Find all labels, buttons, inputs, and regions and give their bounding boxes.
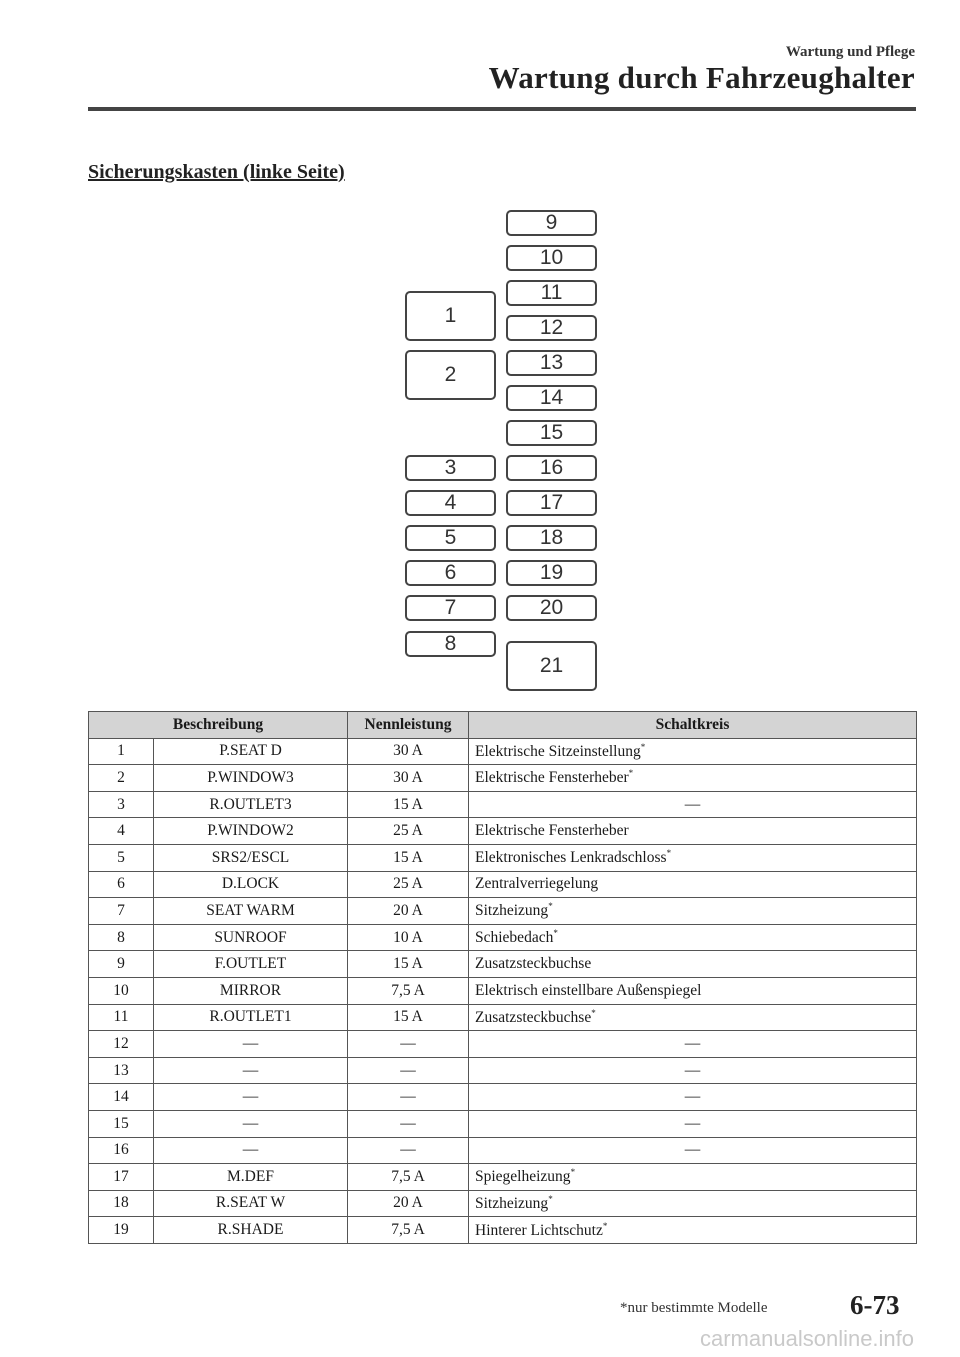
circuit-text: Elektrische Fensterheber [475, 769, 629, 787]
table-row [89, 1084, 917, 1111]
fuse-number-cell: 6 [89, 871, 154, 898]
rating-cell: — [348, 1110, 469, 1137]
watermark: carmanualsonline.info [700, 1326, 915, 1351]
fuse-7: 7 [405, 595, 496, 621]
footnote-marker: * [553, 928, 558, 939]
circuit-cell [469, 924, 917, 951]
circuit-text: Elektrisch einstellbare Außenspiegel [475, 981, 702, 999]
fuse-11: 11 [506, 280, 597, 306]
description-cell: D.LOCK [154, 871, 348, 898]
fuse-2: 2 [405, 350, 496, 400]
rating-cell: 15 A [348, 1004, 469, 1031]
table-row [89, 1137, 917, 1164]
table-body [89, 738, 917, 1243]
fuse-table [88, 711, 917, 1244]
fuse-number-cell: 15 [89, 1110, 154, 1137]
circuit-text: Hinterer Lichtschutz [475, 1221, 603, 1239]
fuse-18: 18 [506, 525, 597, 551]
circuit-cell [469, 1190, 917, 1217]
table-row [89, 1004, 917, 1031]
circuit-cell [469, 871, 917, 898]
footnote-marker: * [640, 741, 646, 752]
footnote: *nur bestimmte Modelle [620, 1300, 768, 1316]
circuit-cell [469, 951, 917, 978]
circuit-text: Sitzheizung [475, 1194, 549, 1212]
rating-cell: — [348, 1137, 469, 1164]
column-header-rating: Nennleistung [348, 712, 469, 739]
circuit-cell [469, 1137, 917, 1164]
header-divider [88, 107, 916, 111]
circuit-text: — [684, 1141, 701, 1159]
description-cell: SUNROOF [154, 924, 348, 951]
rating-cell: 30 A [348, 765, 469, 792]
footnote-marker: * [591, 1007, 596, 1018]
column-header-description: Beschreibung [89, 712, 348, 739]
table-row [89, 738, 917, 765]
rating-cell: 10 A [348, 924, 469, 951]
circuit-cell [469, 844, 917, 871]
fuse-number-cell: 8 [89, 924, 154, 951]
rating-cell: — [348, 1057, 469, 1084]
rating-cell: 7,5 A [348, 1217, 469, 1244]
table-header-row [89, 712, 917, 739]
description-cell: — [154, 1057, 348, 1084]
table-row [89, 1031, 917, 1058]
description-cell: P.WINDOW2 [154, 818, 348, 845]
rating-cell: 20 A [348, 898, 469, 925]
description-cell: P.WINDOW3 [154, 765, 348, 792]
description-cell: — [154, 1084, 348, 1111]
page-title: Wartung durch Fahrzeughalter [488, 60, 915, 95]
circuit-text: — [684, 795, 701, 813]
table-row [89, 765, 917, 792]
fuse-4: 4 [405, 490, 496, 516]
fuse-number-cell: 7 [89, 898, 154, 925]
table-row [89, 977, 917, 1004]
footnote-marker: * [666, 848, 672, 859]
circuit-cell [469, 1004, 917, 1031]
circuit-text: — [684, 1034, 701, 1052]
circuit-text: — [684, 1088, 701, 1106]
fuse-20: 20 [506, 595, 597, 621]
circuit-cell [469, 1110, 917, 1137]
fuse-21: 21 [506, 641, 597, 691]
fuse-16: 16 [506, 455, 597, 481]
rating-cell: 20 A [348, 1190, 469, 1217]
fuse-19: 19 [506, 560, 597, 586]
fuse-9: 9 [506, 210, 597, 236]
circuit-cell [469, 1057, 917, 1084]
circuit-text: Sitzheizung [475, 902, 549, 920]
fuse-number-cell: 19 [89, 1217, 154, 1244]
footnote-marker: * [628, 768, 634, 779]
footnote-marker: * [548, 901, 553, 912]
circuit-text: — [684, 1061, 701, 1079]
circuit-cell [469, 1217, 917, 1244]
table-row [89, 898, 917, 925]
rating-cell: 15 A [348, 791, 469, 818]
fuse-10: 10 [506, 245, 597, 271]
circuit-text: Spiegelheizung [475, 1168, 571, 1186]
fuse-5: 5 [405, 525, 496, 551]
circuit-cell [469, 818, 917, 845]
fuse-number-cell: 4 [89, 818, 154, 845]
circuit-cell [469, 1164, 917, 1191]
table-row [89, 1110, 917, 1137]
circuit-cell [469, 898, 917, 925]
fuse-14: 14 [506, 385, 597, 411]
fuse-number-cell: 13 [89, 1057, 154, 1084]
circuit-cell [469, 977, 917, 1004]
page-number: 6-73 [850, 1290, 900, 1320]
description-cell: SEAT WARM [154, 898, 348, 925]
fuse-number-cell: 10 [89, 977, 154, 1004]
footnote-marker: * [548, 1193, 553, 1204]
fuse-13: 13 [506, 350, 597, 376]
fuse-number-cell: 18 [89, 1190, 154, 1217]
circuit-text: Elektrische Fensterheber [475, 822, 629, 840]
fuse-number-cell: 11 [89, 1004, 154, 1031]
circuit-cell [469, 1031, 917, 1058]
description-cell: F.OUTLET [154, 951, 348, 978]
fuse-15: 15 [506, 420, 597, 446]
fuse-number-cell: 9 [89, 951, 154, 978]
fuse-number-cell: 5 [89, 844, 154, 871]
table-row [89, 844, 917, 871]
rating-cell: 7,5 A [348, 1164, 469, 1191]
fuse-12: 12 [506, 315, 597, 341]
fuse-number-cell: 3 [89, 791, 154, 818]
section-label: Wartung und Pflege [785, 44, 915, 60]
rating-cell: 7,5 A [348, 977, 469, 1004]
subsection-title: Sicherungskasten (linke Seite) [88, 161, 345, 183]
table-row [89, 1217, 917, 1244]
fuse-number-cell: 16 [89, 1137, 154, 1164]
footnote-marker: * [570, 1167, 576, 1178]
rating-cell: 25 A [348, 871, 469, 898]
fuse-number-cell: 17 [89, 1164, 154, 1191]
description-cell: P.SEAT D [154, 738, 348, 765]
circuit-cell [469, 765, 917, 792]
circuit-text: Zusatzsteckbuchse [475, 955, 592, 973]
circuit-text: Zentralverriegelung [475, 875, 599, 893]
circuit-cell [469, 738, 917, 765]
circuit-text: Schiebedach [475, 929, 554, 947]
description-cell: R.OUTLET3 [154, 791, 348, 818]
description-cell: M.DEF [154, 1164, 348, 1191]
fuse-6: 6 [405, 560, 496, 586]
rating-cell: 15 A [348, 951, 469, 978]
rating-cell: 25 A [348, 818, 469, 845]
circuit-text: Zusatzsteckbuchse [475, 1008, 592, 1026]
table-row [89, 1164, 917, 1191]
description-cell: — [154, 1110, 348, 1137]
fuse-number-cell: 1 [89, 738, 154, 765]
fuse-8: 8 [405, 631, 496, 657]
rating-cell: 30 A [348, 738, 469, 765]
description-cell: R.OUTLET1 [154, 1004, 348, 1031]
table-row [89, 924, 917, 951]
table-row [89, 951, 917, 978]
fuse-number-cell: 12 [89, 1031, 154, 1058]
circuit-cell [469, 791, 917, 818]
footnote-marker: * [602, 1220, 608, 1231]
rating-cell: — [348, 1084, 469, 1111]
table-row [89, 818, 917, 845]
fuse-3: 3 [405, 455, 496, 481]
table-row [89, 1057, 917, 1084]
description-cell: MIRROR [154, 977, 348, 1004]
fuse-17: 17 [506, 490, 597, 516]
circuit-text: Elektronisches Lenkradschloss [475, 849, 667, 867]
table-row [89, 791, 917, 818]
rating-cell: — [348, 1031, 469, 1058]
description-cell: — [154, 1031, 348, 1058]
table-row [89, 1190, 917, 1217]
column-header-circuit: Schaltkreis [469, 712, 917, 739]
description-cell: — [154, 1137, 348, 1164]
table-row [89, 871, 917, 898]
circuit-text: — [684, 1114, 701, 1132]
description-cell: R.SHADE [154, 1217, 348, 1244]
circuit-text: Elektrische Sitzeinstellung [475, 742, 641, 760]
fuse-1: 1 [405, 291, 496, 341]
rating-cell: 15 A [348, 844, 469, 871]
fuse-number-cell: 2 [89, 765, 154, 792]
description-cell: SRS2/ESCL [154, 844, 348, 871]
description-cell: R.SEAT W [154, 1190, 348, 1217]
circuit-cell [469, 1084, 917, 1111]
fuse-number-cell: 14 [89, 1084, 154, 1111]
